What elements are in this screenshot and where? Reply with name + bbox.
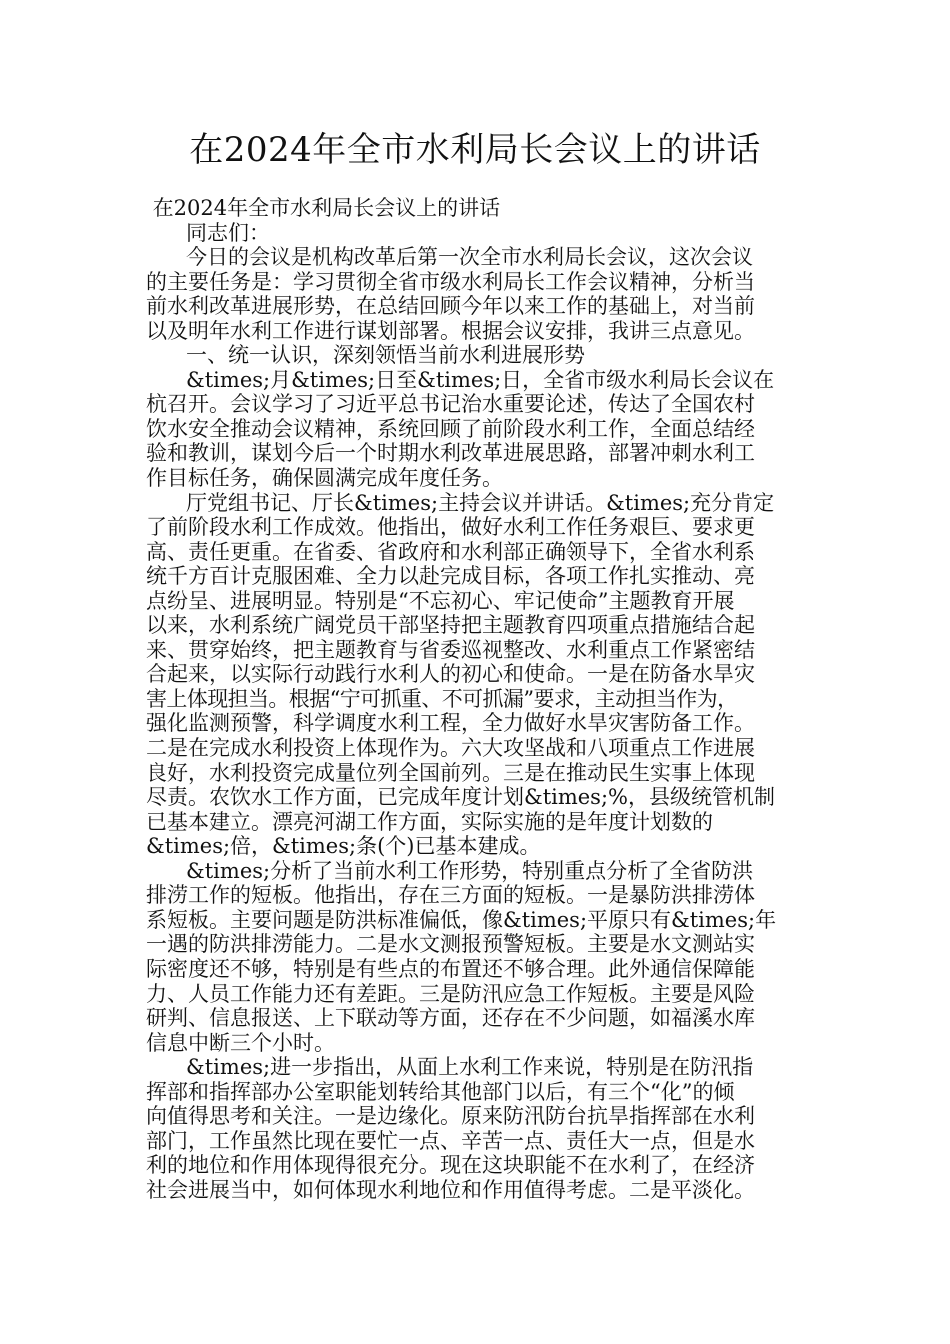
body-line: &times;分析了当前水利工作形势，特别重点分析了全省防洪	[146, 858, 754, 883]
body-line: 良好，水利投资完成量位列全国前列。三是在推动民生实事上体现	[146, 760, 755, 785]
body-line: 统千方百计克服困难、全力以赴完成目标，各项工作扎实推动、亮	[146, 564, 755, 589]
body-line: 高、责任更重。在省委、省政府和水利部正确领导下，全省水利系	[146, 539, 755, 564]
body-line: 信息中断三个小时。	[146, 1030, 335, 1055]
body-line: 同志们：	[146, 220, 271, 245]
body-line: 部门，工作虽然比现在要忙一点、辛苦一点、责任大一点，但是水	[146, 1128, 755, 1153]
body-line: 已基本建立。漂亮河湖工作方面，实际实施的是年度计划数的	[146, 809, 713, 834]
body-line: 一遇的防洪排涝能力。二是水文测报预警短板。主要是水文测站实	[146, 932, 755, 957]
body-line: 强化监测预警，科学调度水利工程，全力做好水旱灾害防备工作。	[146, 711, 755, 736]
body-line: 系短板。主要问题是防洪标准偏低，像&times;平原只有&times;年	[146, 907, 777, 932]
body-line: 力、人员工作能力还有差距。三是防汛应急工作短板。主要是风险	[146, 981, 755, 1006]
body-line: 挥部和指挥部办公室职能划转给其他部门以后，有三个“化”的倾	[146, 1079, 735, 1104]
body-line: 作目标任务，确保圆满完成年度任务。	[146, 466, 503, 491]
body-line: 排涝工作的短板。他指出，存在三方面的短板。一是暴防洪排涝体	[146, 883, 755, 908]
body-line: 二是在完成水利投资上体现作为。六大攻坚战和八项重点工作进展	[146, 736, 755, 761]
body-line: 在2024年全市水利局长会议上的讲话	[146, 196, 501, 220]
body-line: 来、贯穿始终，把主题教育与省委巡视整改、水利重点工作紧密结	[146, 637, 755, 662]
body-line: 了前阶段水利工作成效。他指出，做好水利工作任务艰巨、要求更	[146, 515, 755, 540]
body-line: 点纷呈、进展明显。特别是“不忘初心、牢记使命”主题教育开展	[146, 588, 735, 613]
body-line: 研判、信息报送、上下联动等方面，还存在不少问题，如福溪水库	[146, 1006, 755, 1031]
body-line: &times;倍，&times;条(个)已基本建成。	[146, 834, 541, 859]
document-title: 在2024年全市水利局长会议上的讲话	[189, 130, 761, 170]
body-line: &times;月&times;日至&times;日，全省市级水利局长会议在	[146, 367, 775, 392]
body-line: 饮水安全推动会议精神，系统回顾了前阶段水利工作，全面总结经	[146, 416, 755, 441]
body-line: 向值得思考和关注。一是边缘化。原来防汛防台抗旱指挥部在水利	[146, 1104, 755, 1129]
body-line: 际密度还不够，特别是有些点的布置还不够合理。此外通信保障能	[146, 956, 755, 981]
body-line: 验和教训，谋划今后一个时期水利改革进展思路，部署冲刺水利工	[146, 441, 755, 466]
body-line: &times;进一步指出，从面上水利工作来说，特别是在防汛指	[146, 1055, 754, 1080]
body-line: 害上体现担当。根据“宁可抓重、不可抓漏”要求，主动担当作为，	[146, 686, 738, 711]
body-line: 合起来，以实际行动践行水利人的初心和使命。一是在防备水旱灾	[146, 662, 755, 687]
document-body	[146, 196, 814, 1202]
section-heading: 一、统一认识，深刻领悟当前水利进展形势	[146, 343, 586, 368]
body-line: 社会进展当中，如何体现水利地位和作用值得考虑。二是平淡化。	[146, 1177, 755, 1202]
body-line: 厅党组书记、厅长&times;主持会议并讲话。&times;充分肯定	[146, 490, 775, 515]
body-line: 以及明年水利工作进行谋划部署。根据会议安排，我讲三点意见。	[146, 318, 755, 343]
body-line: 利的地位和作用体现得很充分。现在这块职能不在水利了，在经济	[146, 1153, 755, 1178]
body-line: 的主要任务是：学习贯彻全省市级水利局长工作会议精神，分析当	[146, 269, 755, 294]
body-line: 尽责。农饮水工作方面，已完成年度计划&times;%，县级统管机制	[146, 785, 775, 810]
body-line: 以来，水利系统广阔党员干部坚持把主题教育四项重点措施结合起	[146, 613, 755, 638]
body-line: 杭召开。会议学习了习近平总书记治水重要论述，传达了全国农村	[146, 392, 755, 417]
body-line: 今日的会议是机构改革后第一次全市水利局长会议，这次会议	[146, 245, 754, 270]
body-line: 前水利改革进展形势，在总结回顾今年以来工作的基础上，对当前	[146, 294, 755, 319]
